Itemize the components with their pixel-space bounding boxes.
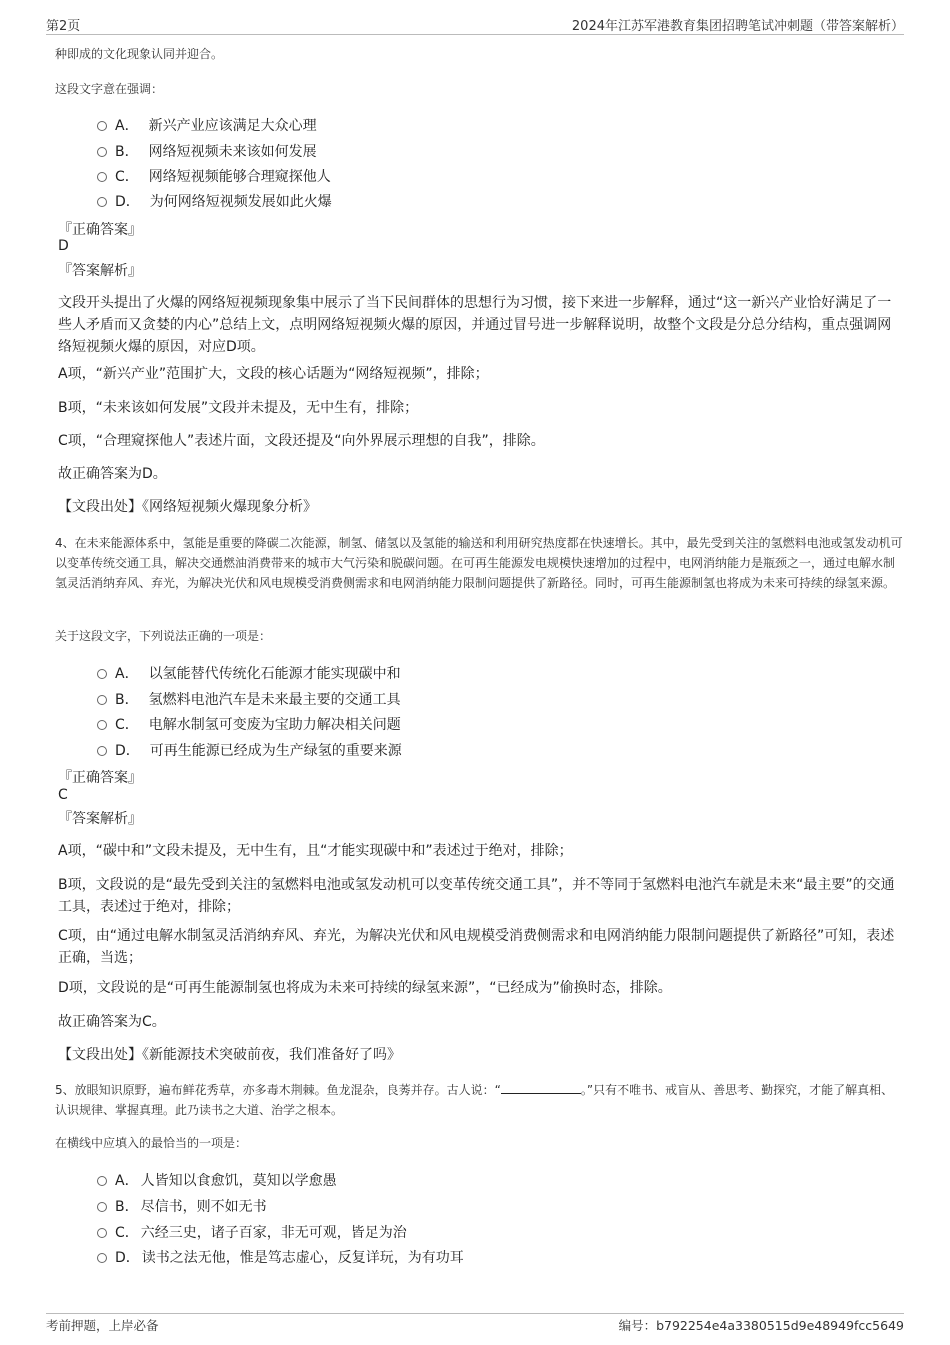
q3-analysis-main: 文段开头提出了火爆的网络短视频现象集中展示了当下民间群体的思想行为习惯，接下来进一步解释，通过“这一新兴产业恰好满足了一些人矛盾而又贪婪的内心”总结上文，点明网络短视频火爆的原因，并通过冒号进一步解释说明，故整个文段是分总分结构，重点强调网络短视频火爆的原因，对应D项。 <box>58 295 892 355</box>
radio-icon[interactable] <box>97 720 107 730</box>
q3-option-a[interactable]: A． 新兴产业应该满足大众心理 <box>97 115 317 135</box>
q3-answer: D <box>58 238 69 254</box>
blank-line <box>501 1082 581 1094</box>
q3-conclusion: 故正确答案为D。 <box>58 466 167 482</box>
q5-prompt: 在横线中应填入的最恰当的一项是： <box>55 1136 248 1150</box>
radio-icon[interactable] <box>97 197 107 207</box>
q4-answer-label: 『正确答案』 <box>58 770 142 786</box>
q3-prompt: 这段文字意在强调： <box>55 82 164 96</box>
q3-option-d[interactable]: D． 为何网络短视频发展如此火爆 <box>97 191 332 211</box>
radio-icon[interactable] <box>97 1228 107 1238</box>
q4-conclusion: 故正确答案为C。 <box>58 1014 166 1030</box>
q3-analysis-b: B项，“未来该如何发展”文段并未提及，无中生有，排除； <box>58 400 419 416</box>
q4-stem: 4、在未来能源体系中，氢能是重要的降碳二次能源，制氢、储氢以及氢能的输送和利用研究热度都在快速增长。其中，最先受到关注的氢燃料电池或氢发动机可以变革传统交通工具，解决交通燃油消费带来的城市大气污染和脱碳问题。在可再生能源发电规模快速增加的过程中，电网消纳能力是瓶颈之一，通过电解水制氢灵活消纳弃风、弃光，为解决光伏和风电规模受消费侧需求和电网消纳能力限制问题提供了新路径。同时，可再生能源制氢也将成为未来可持续的绿氢来源。 <box>55 536 903 590</box>
page-footer <box>46 1313 904 1333</box>
q4-analysis-b: B项，文段说的是“最先受到关注的氢燃料电池或氢发动机可以变革传统交通工具”，并不等同于氢燃料电池汽车就是未来“最主要”的交通工具，表述过于绝对，排除； <box>58 877 895 915</box>
q5-option-b[interactable]: B． 尽信书，则不如无书 <box>97 1196 267 1216</box>
q3-stem-tail: 种即成的文化现象认同并迎合。 <box>55 47 224 61</box>
q4-analysis-label: 『答案解析』 <box>58 811 142 827</box>
q5-stem: 5、放眼知识原野，遍布鲜花秀草，亦多毒木荆棘。鱼龙混杂，良莠并存。古人说：“ 。”只有不唯书、戒盲从、善思考、勤探究，才能了解真相、认识规律、掌握真理。此乃读书之大道、治学之根本。 <box>55 1083 894 1117</box>
radio-icon[interactable] <box>97 695 107 705</box>
q4-option-c[interactable]: C． 电解水制氢可变废为宝助力解决相关问题 <box>97 714 401 734</box>
q3-answer-label: 『正确答案』 <box>58 222 142 238</box>
radio-icon[interactable] <box>97 147 107 157</box>
q4-answer: C <box>58 787 68 803</box>
footer-slogan: 考前押题，上岸必备 <box>46 1318 159 1333</box>
radio-icon[interactable] <box>97 172 107 182</box>
q4-analysis-a: A项，“碳中和”文段未提及，无中生有，且“才能实现碳中和”表述过于绝对，排除； <box>58 843 573 859</box>
radio-icon[interactable] <box>97 1202 107 1212</box>
q5-option-a[interactable]: A． 人皆知以食愈饥，莫知以学愈愚 <box>97 1170 337 1190</box>
q4-prompt: 关于这段文字，下列说法正确的一项是： <box>55 629 272 643</box>
q4-option-b[interactable]: B． 氢燃料电池汽车是未来最主要的交通工具 <box>97 689 401 709</box>
q3-analysis-c: C项，“合理窥探他人”表述片面，文段还提及“向外界展示理想的自我”，排除。 <box>58 433 545 449</box>
radio-icon[interactable] <box>97 1253 107 1263</box>
q3-analysis-a: A项，“新兴产业”范围扩大，文段的核心话题为“网络短视频”，排除； <box>58 366 489 382</box>
q4-source: 【文段出处】《新能源技术突破前夜，我们准备好了吗》 <box>58 1047 401 1063</box>
q4-option-d[interactable]: D． 可再生能源已经成为生产绿氢的重要来源 <box>97 740 402 760</box>
page-number: 第2页 <box>46 19 81 34</box>
q5-option-d[interactable]: D． 读书之法无他，惟是笃志虚心，反复详玩，为有功耳 <box>97 1247 464 1267</box>
footer-serial: 编号：b792254e4a3380515d9e48949fcc5649 <box>618 1318 904 1333</box>
radio-icon[interactable] <box>97 746 107 756</box>
q4-option-a[interactable]: A． 以氢能替代传统化石能源才能实现碳中和 <box>97 663 401 683</box>
q4-analysis-c: C项，由“通过电解水制氢灵活消纳弃风、弃光，为解决光伏和风电规模受消费侧需求和电网消纳能力限制问题提供了新路径”可知，表述正确，当选； <box>58 928 895 966</box>
page-header <box>46 14 904 35</box>
radio-icon[interactable] <box>97 669 107 679</box>
document-title: 2024年江苏军港教育集团招聘笔试冲刺题（带答案解析） <box>571 19 904 34</box>
radio-icon[interactable] <box>97 121 107 131</box>
q3-analysis-label: 『答案解析』 <box>58 263 142 279</box>
q3-option-b[interactable]: B． 网络短视频未来该如何发展 <box>97 141 317 161</box>
q5-option-c[interactable]: C． 六经三史，诸子百家，非无可观，皆足为治 <box>97 1222 407 1242</box>
q3-option-c[interactable]: C． 网络短视频能够合理窥探他人 <box>97 166 331 186</box>
q3-source: 【文段出处】《网络短视频火爆现象分析》 <box>58 499 317 515</box>
radio-icon[interactable] <box>97 1176 107 1186</box>
q4-analysis-d: D项，文段说的是“可再生能源制氢也将成为未来可持续的绿氢来源”，“已经成为”偷换时态，排除。 <box>58 980 672 996</box>
